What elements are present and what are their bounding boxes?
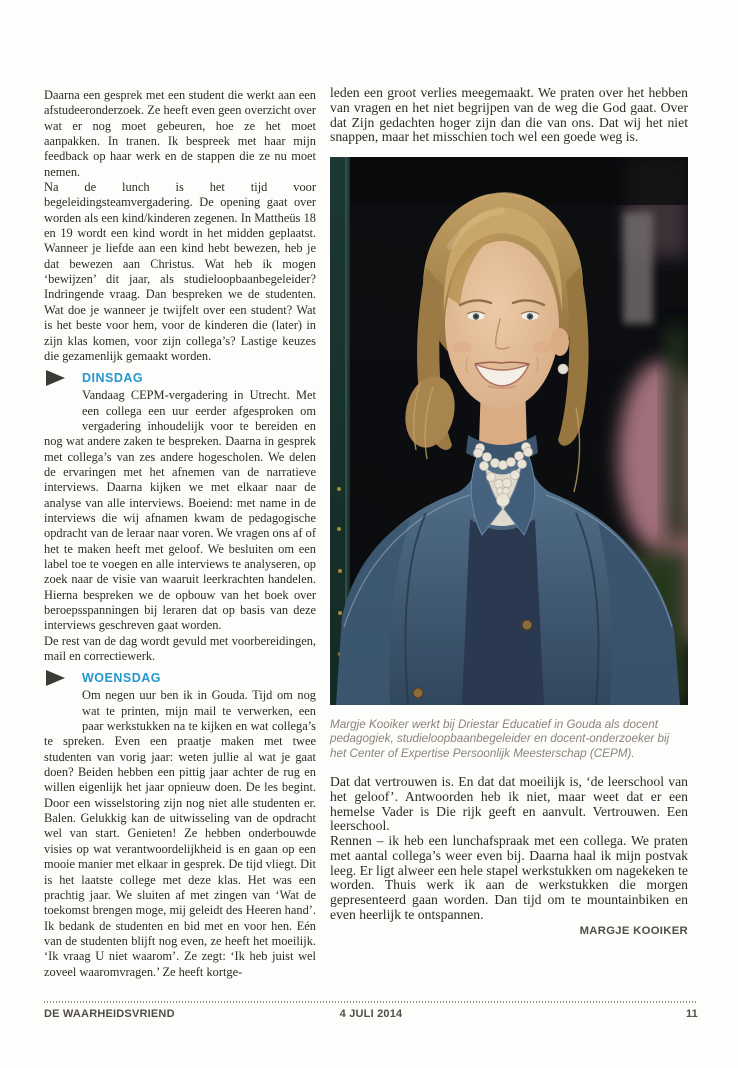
hanging-indent — [44, 688, 82, 719]
magazine-title: DE WAARHEIDSVRIEND — [44, 1008, 175, 1020]
page-number: 11 — [685, 1008, 698, 1020]
page-footer — [44, 1001, 698, 1020]
footer-row — [44, 1003, 698, 1020]
day-paragraph — [44, 688, 316, 980]
left-column — [44, 88, 316, 980]
day-label: WOENSDAG — [82, 670, 161, 685]
portrait-photo — [330, 157, 688, 705]
day-label: DINSDAG — [82, 370, 144, 385]
intro-paragraph: Daarna een gesprek met een student die werkt aan een afstudeeronderzoek. Ze heeft even geen overzicht over wat er nog moet gebeuren, hoe ze het moet aanpakken. In tranen. Ik bespreek met haar mijn feedback op haar werk en de stappen die ze nu moet nemen. — [44, 88, 316, 179]
continuation-paragraph: leden een groot verlies meegemaakt. We praten over het hebben van vragen en het niet begrijpen van de weg die God gaat. Over dat Zijn gedachten hoger zijn dan die van ons. Dat wij het niet snappen, maar het misschien toch wel een goede weg is. — [330, 85, 688, 145]
author-signature: MARGJE KOOIKER — [579, 924, 688, 937]
closing-paragraph: Dat dat vertrouwen is. En dat dat moeilijk is, ‘de leerschool van het geloof’. Antwoorden heb ik niet, maar weet dat er een hemelse Vader is Die rijk geeft en aanvult. Vertrouwen. Een leerschool. — [330, 774, 688, 834]
day-paragraph — [44, 388, 316, 634]
day-marker-triangle-icon — [46, 670, 65, 686]
hanging-indent — [44, 388, 82, 419]
closing-paragraph: Rennen – ik heb een lunchafspraak met een collega. We praten met aantal collega’s weer even bij. Daarna haal ik mijn postvak leeg. Er ligt alweer een hele stapel werkstukken om nagekeken te worden. Thuis werk ik aan de werkstukken die morgen gepresenteerd gaan worden. Dan tijd om te mountainbiken en even heerlijk te ontspannen. — [330, 833, 688, 922]
day-paragraph: De rest van de dag wordt gevuld met voorbereidingen, mail en correctiewerk. — [44, 633, 316, 664]
photo-caption: Margje Kooiker werkt bij Driestar Educatief in Gouda als docent pedagogiek, studieloopbaanbegeleider en docent-onderzoeker bij het Center of Expertise Persoonlijk Meesterschap (CEPM). — [330, 718, 670, 760]
right-column — [330, 86, 688, 948]
intro-paragraph: Na de lunch is het tijd voor begeleidingsteamvergadering. De opening gaat over worden als een kind/kinderen zegenen. In Mattheüs 18 en 19 wordt een kind wordt in het midden geplaatst. Wanneer je liefde aan een kind hebt bewezen, heb je dat bewezen aan Christus. Wat heb ik mogen ‘bewijzen’ dit jaar, als studieloopbaanbegeleider? Indringende vraag. Dan bespreken we de studenten. Wat doe je wanneer je twijfelt over een student? Wat is het beste voor hem, voor de kinderen die (later) in zijn klas komen, voor zijn collega’s? Lastige keuzes die gezamenlijk gemaakt worden. — [44, 180, 316, 363]
day-paragraph-text: Vandaag CEPM-vergadering in Utrecht. Met een collega een uur eerder afgesproken om vergadering inhoudelijk voor te bereiden en nog wat andere zaken te bespreken. Daarna in gesprek met collega’s van zes andere hogescholen. We delen de ervaringen met het afnemen van de narratieve interviews. Daarna kijken we met elkaar naar de analyse van alle interviews. Boeiend: met name in de interviews die wij afnamen kwam de pedagogische opdracht van de leraar naar voren. We vragen ons af of het te maken heeft met geloof. We besluiten om een label toe te voegen en alle interviews te analyseren, op zoek naar de visie van waaruit leerkrachten handelen. Hierna bespreken we de opbouw van het boek over beroepsspanningen bij leraren dat op basis van deze interviews geschreven gaat worden. — [44, 388, 316, 633]
day-paragraph-text: Om negen uur ben ik in Gouda. Tijd om nog wat te printen, mijn mail te verwerken, een paar werkstukken na te kijken en wat collega’s te spreken. Even een praatje maken met twee studenten van vorig jaar: weten jullie al wat je gaat doen? Beiden hebben een pittig jaar achter de rug en willen eigenlijk het jaar opnieuw doen. De les begint. Door een wisselstoring zijn nog niet alle studenten er. Balen. Gelukkig kan de uitwisseling van de opdracht wel van start. Genieten! Ze hebben onderbouwde visies op wat verantwoordelijkheid is en gaan op een mooie manier met elkaar in gesprek. De tijd vliegt. Dit is het laatste college met deze klas. Het was een prachtig jaar. We sluiten af met zingen van ‘Wat de toekomst brengen moge, mij geleidt des Heeren hand’. Ik bedank de studenten en bid met en voor hen. Eén van de studenten blijft nog even, ze heeft het moeilijk. ‘Ik vraag U niet waarom’. Ze zegt: ‘Ik heb juist wel zoveel waaromvragen.’ Ze heeft kortge- — [44, 688, 316, 979]
day-header-dinsdag — [44, 369, 316, 386]
issue-date: 4 JULI 2014 — [339, 1008, 403, 1020]
day-marker-triangle-icon — [46, 370, 65, 386]
day-header-woensdag — [44, 669, 316, 686]
